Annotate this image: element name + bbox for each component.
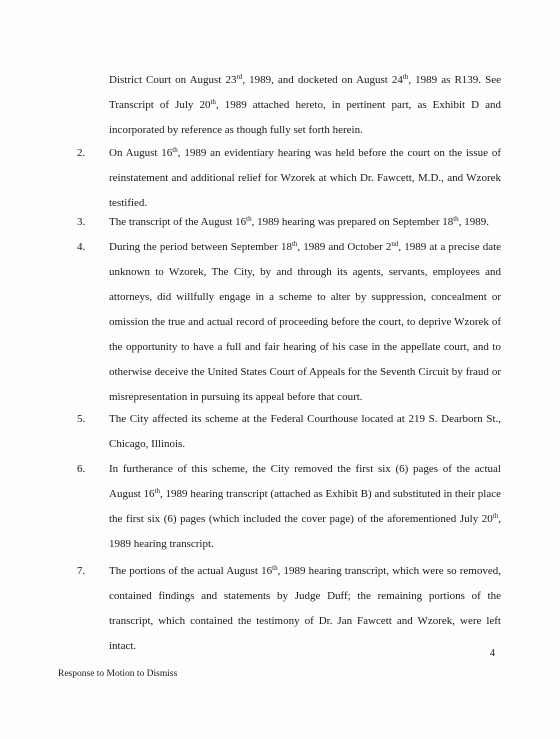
text-run: , 1989 attached hereto, in pertinent part, as Exhibit D and — [215, 99, 501, 111]
text-run: On August 16 — [109, 147, 173, 159]
paragraph-text — [109, 457, 501, 557]
text-run: The portions of the actual August 16 — [109, 565, 273, 577]
text-run: , 1989 hearing transcript, which were so removed, — [277, 565, 501, 577]
ordinal-suffix: th — [272, 564, 278, 572]
text-line — [109, 609, 501, 634]
text-line — [109, 335, 501, 360]
text-line — [109, 118, 501, 143]
text-run: , 1989 hearing was prepared on September 18 — [251, 216, 454, 228]
paragraph-number: 3. — [77, 216, 86, 228]
page-number: 4 — [490, 648, 495, 659]
text-line — [109, 166, 501, 191]
text-run: Transcript of July 20 — [109, 99, 211, 111]
text-line — [109, 532, 501, 557]
paragraph-text — [109, 235, 501, 410]
text-line — [109, 235, 501, 260]
ordinal-suffix: th — [291, 240, 298, 248]
text-run: The transcript of the August 16 — [109, 216, 247, 228]
text-run: the opportunity to have a full and fair hearing of his case in the appellate court, and to — [109, 341, 501, 353]
intro-paragraph — [109, 68, 501, 143]
text-run: reinstatement and additional relief for Wzorek at which Dr. Fawcett, M.D., and Wzorek — [109, 172, 501, 184]
ordinal-suffix: th — [453, 215, 459, 223]
text-line — [109, 141, 501, 166]
text-run: , 1989 at a precise date — [398, 241, 501, 253]
text-run: During the period between September 18 — [109, 241, 292, 253]
text-run: , 1989 hearing transcript (attached as Exhibit B) and substituted in their place — [160, 488, 501, 500]
text-line — [109, 634, 501, 659]
text-line — [109, 285, 501, 310]
paragraph-text — [109, 210, 501, 235]
text-line — [109, 68, 501, 93]
ordinal-suffix: th — [154, 487, 161, 495]
text-line — [109, 310, 501, 335]
text-line — [109, 260, 501, 285]
ordinal-suffix: th — [210, 98, 216, 106]
text-run: omission the true and actual record of proceeding before the court, to deprive Wzorek of — [109, 316, 501, 328]
paragraph-text — [109, 559, 501, 659]
paragraph-number: 2. — [77, 147, 86, 159]
text-line — [109, 360, 501, 385]
text-run: Chicago, Illinois. — [109, 438, 186, 450]
text-line — [109, 93, 501, 118]
text-run: , 1989. — [458, 216, 489, 228]
text-run: transcript, which contained the testimony of Dr. Jan Fawcett and Wzorek, were left — [109, 615, 501, 627]
ordinal-suffix: th — [402, 73, 409, 81]
text-run: 1989 hearing transcript. — [109, 538, 214, 550]
text-run: The City affected its scheme at the Federal Courthouse located at 219 S. Dearborn St., — [109, 413, 501, 425]
text-line — [109, 482, 501, 507]
text-run: , 1989, and docketed on August 24 — [242, 74, 403, 86]
text-run: contained findings and statements by Judge Duff; the remaining portions of the — [109, 590, 501, 602]
text-line — [109, 210, 501, 235]
paragraph-number: 5. — [77, 413, 86, 425]
text-run: District Court on August 23 — [109, 74, 237, 86]
text-run: , 1989 and October 2 — [297, 241, 392, 253]
text-run: the first six (6) pages (which included the cover page) of the aforementioned July 20 — [109, 513, 493, 525]
text-run: August 16 — [109, 488, 155, 500]
ordinal-suffix: rd — [236, 73, 243, 81]
text-run: incorporated by reference as though fully set forth herein. — [109, 124, 363, 136]
text-run: unknown to Wzorek, The City, by and through its agents, servants, employees and — [109, 266, 501, 278]
footer-caption: Response to Motion to Dismiss — [58, 669, 178, 679]
text-run: , 1989 an evidentiary hearing was held before the court on the issue of — [177, 147, 501, 159]
paragraph-number: 6. — [77, 463, 86, 475]
text-run: otherwise deceive the United States Court of Appeals for the Seventh Circuit by fraud or — [109, 366, 501, 378]
text-line — [109, 507, 501, 532]
text-run: , 1989 as R139. See — [408, 74, 501, 86]
text-line — [109, 432, 501, 457]
text-run: , — [498, 513, 501, 525]
text-line — [109, 457, 501, 482]
text-line — [109, 559, 501, 584]
text-run: misrepresentation in pursuing its appeal before that court. — [109, 391, 363, 403]
paragraph-text — [109, 407, 501, 457]
ordinal-suffix: th — [492, 512, 499, 520]
text-run: attorneys, did willfully engage in a scheme to alter by suppression, concealment or — [109, 291, 501, 303]
ordinal-suffix: th — [172, 146, 178, 154]
paragraph-number: 4. — [77, 241, 86, 253]
ordinal-suffix: th — [246, 215, 252, 223]
paragraph-text — [109, 141, 501, 216]
paragraph-number: 7. — [77, 565, 86, 577]
text-run: intact. — [109, 640, 137, 652]
text-run: In furtherance of this scheme, the City removed the first six (6) pages of the actual — [109, 463, 501, 475]
text-line — [109, 407, 501, 432]
text-run: testified. — [109, 197, 148, 209]
ordinal-suffix: nd — [391, 240, 399, 248]
text-line — [109, 584, 501, 609]
